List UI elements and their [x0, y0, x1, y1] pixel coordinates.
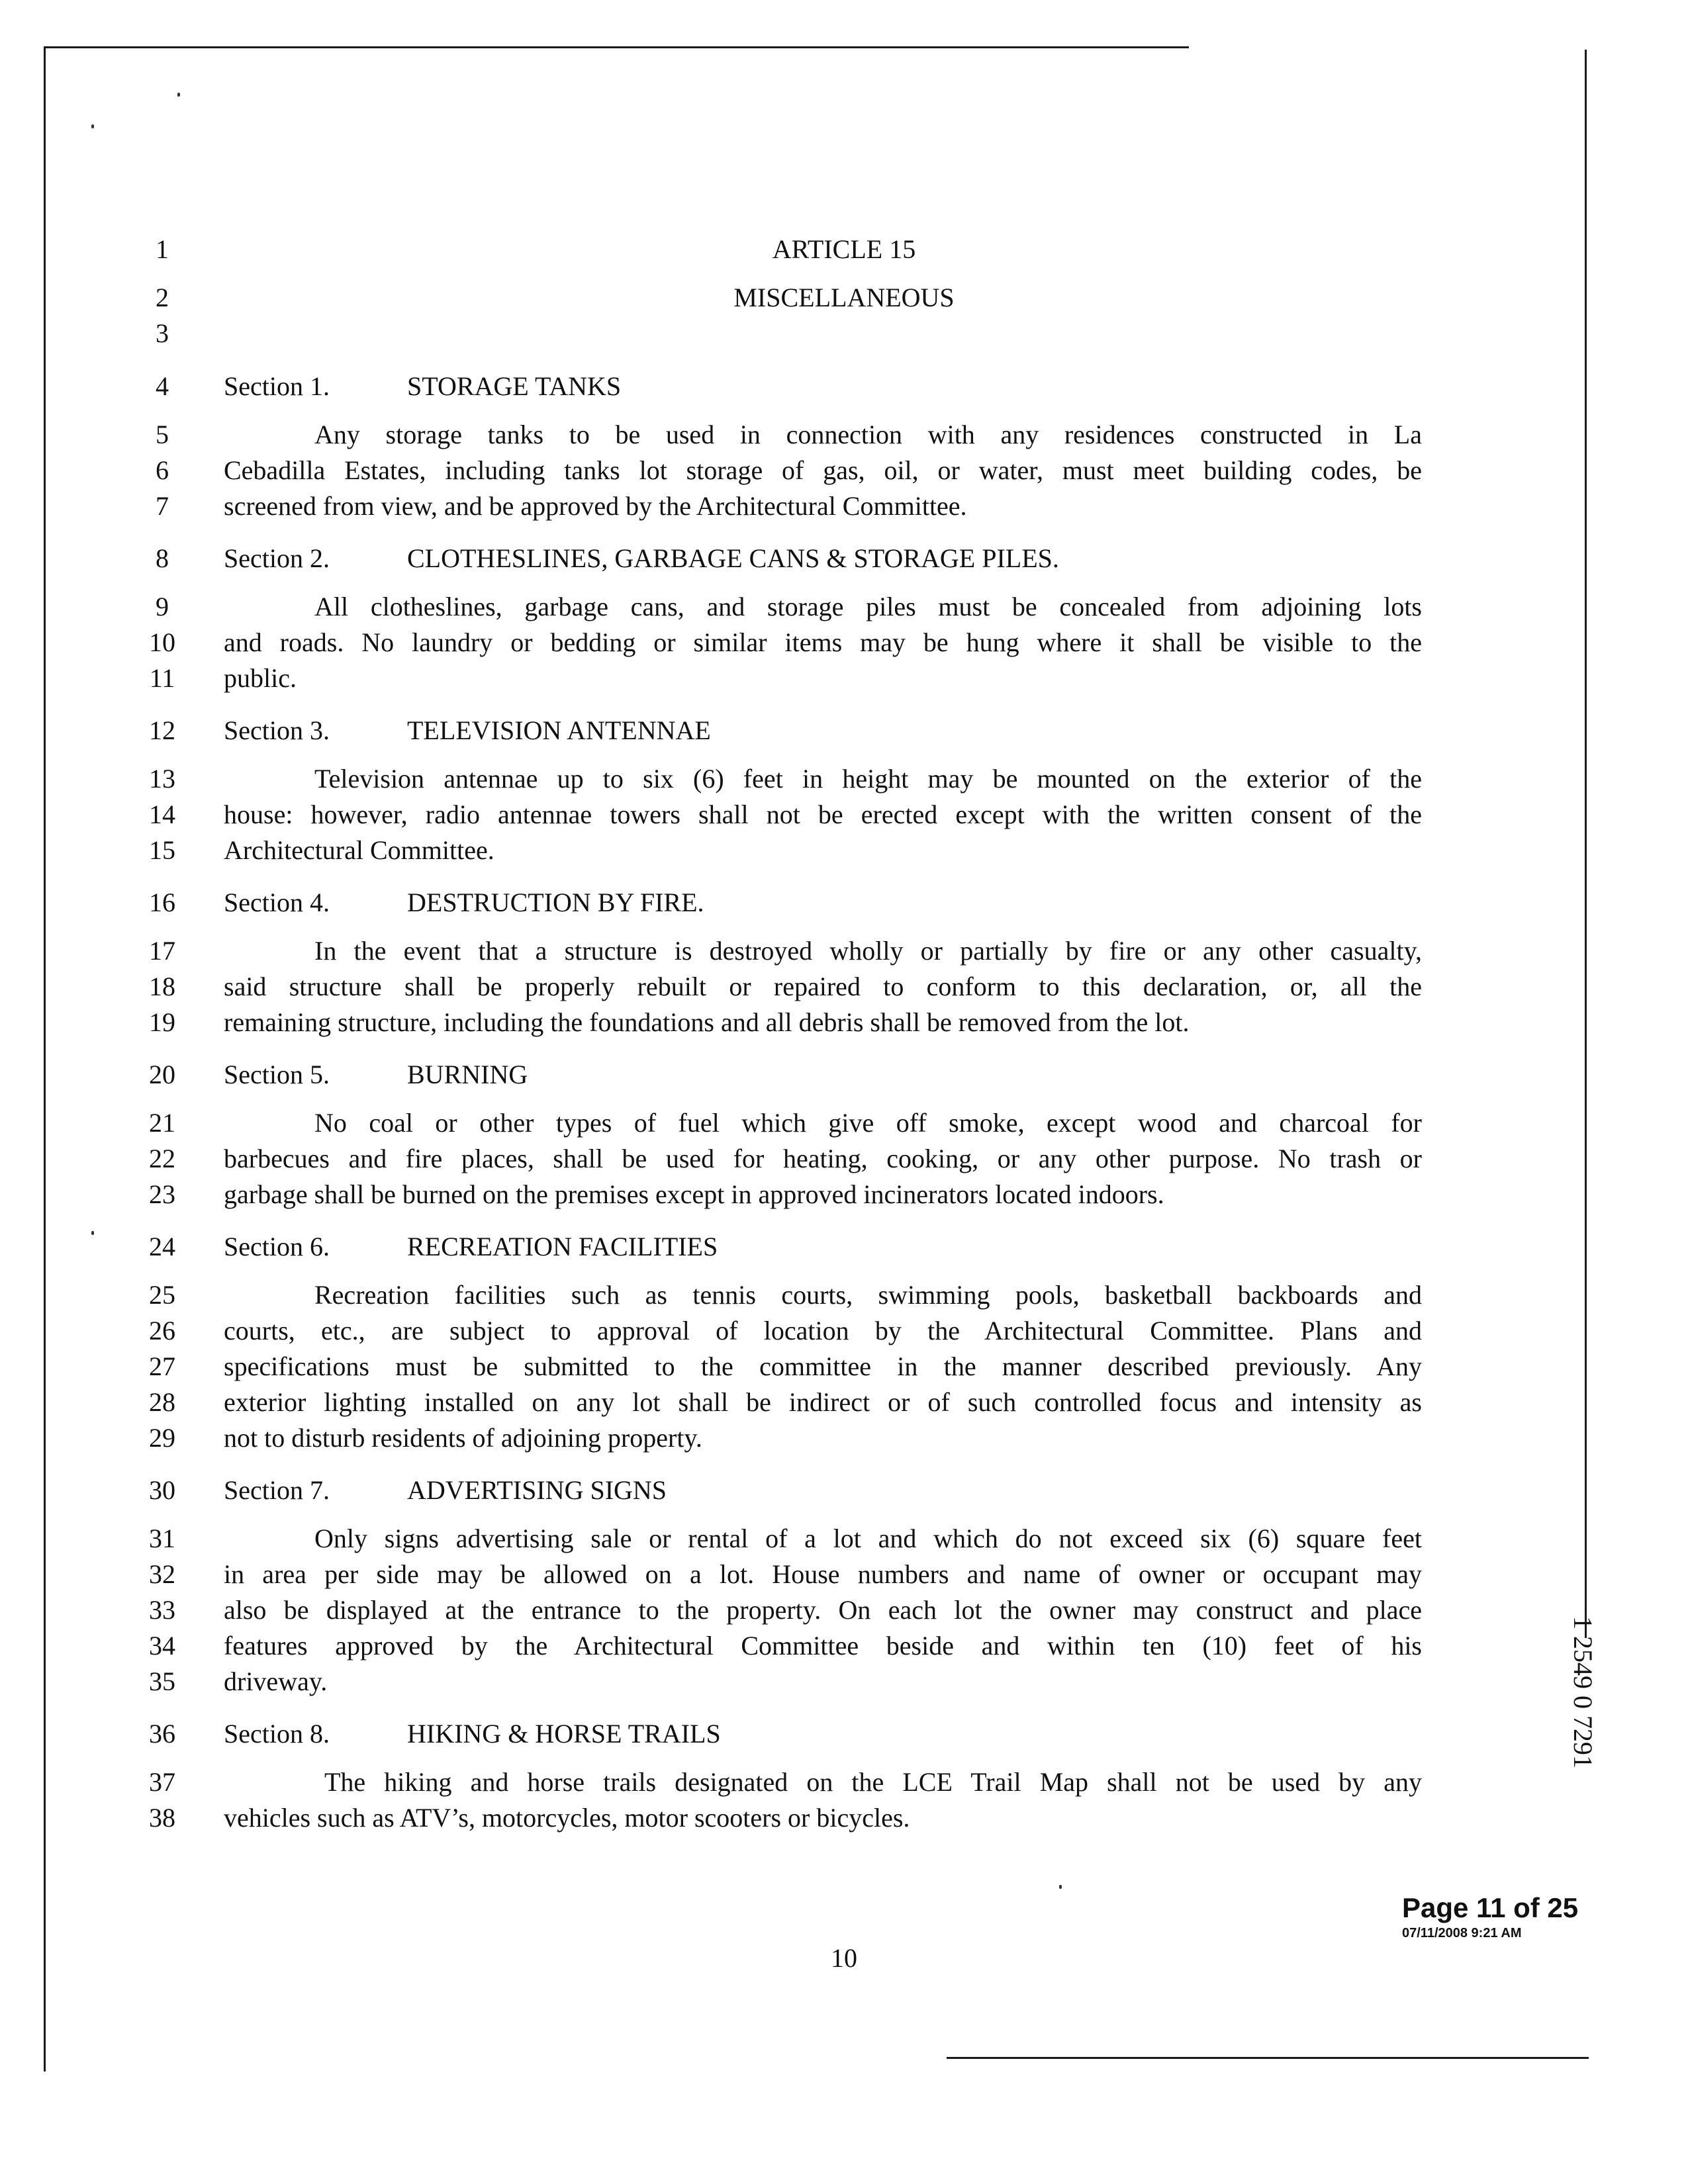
section-label: Section 7.: [224, 1475, 330, 1505]
line-number: 36: [149, 1719, 175, 1749]
body-line: features approved by the Architectural Committee beside and within ten (10) feet of his: [224, 1631, 1422, 1661]
line-number: 28: [149, 1387, 175, 1417]
section-label: Section 1.: [224, 371, 330, 401]
scan-speck: [91, 1231, 94, 1235]
section-label: Section 8.: [224, 1719, 330, 1749]
line-number: 3: [156, 318, 169, 348]
line-number: 37: [149, 1767, 175, 1797]
line-number: 6: [156, 455, 169, 485]
article-title: ARTICLE 15: [772, 234, 916, 264]
recording-number: [1546, 1615, 1598, 1768]
body-line: in area per side may be allowed on a lot. House numbers and name of owner or occupant may: [224, 1559, 1422, 1589]
line-number: 11: [149, 663, 175, 693]
line-number: 31: [149, 1524, 175, 1553]
line-number: 18: [149, 972, 175, 1001]
section-title: DESTRUCTION BY FIRE.: [407, 887, 704, 917]
line-number: 20: [149, 1060, 175, 1089]
line-number: 26: [149, 1316, 175, 1345]
body-line: driveway.: [224, 1666, 328, 1696]
line-number: 32: [149, 1559, 175, 1589]
body-line: specifications must be submitted to the committee in the manner described previously. Any: [224, 1351, 1422, 1381]
line-number: 1: [156, 234, 169, 264]
body-line: courts, etc., are subject to approval of location by the Architectural Committee. Plans and: [224, 1316, 1422, 1345]
line-number: 15: [149, 835, 175, 865]
line-number: 17: [149, 936, 175, 966]
section-title: RECREATION FACILITIES: [407, 1232, 718, 1261]
line-number: 22: [149, 1144, 175, 1173]
body-line: Any storage tanks to be used in connection with any residences constructed in La: [314, 420, 1422, 449]
section-title: CLOTHESLINES, GARBAGE CANS & STORAGE PILES.: [407, 543, 1059, 573]
body-line: remaining structure, including the foundations and all debris shall be removed from the lot.: [224, 1007, 1190, 1037]
page-number: 10: [831, 1943, 857, 1973]
line-number: 23: [149, 1179, 175, 1209]
scan-border-bottom: [947, 2057, 1589, 2059]
recorder-timestamp: 07/11/2008 9:21 AM: [1402, 1926, 1522, 1940]
body-line: Television antennae up to six (6) feet in height may be mounted on the exterior of the: [314, 764, 1422, 794]
line-number: 5: [156, 420, 169, 449]
line-number: 9: [156, 592, 169, 621]
section-label: Section 5.: [224, 1060, 330, 1089]
line-number: 24: [149, 1232, 175, 1261]
line-number: 38: [149, 1803, 175, 1833]
line-number: 13: [149, 764, 175, 794]
body-line: garbage shall be burned on the premises except in approved incinerators located indoors.: [224, 1179, 1164, 1209]
scan-speck: [1059, 1885, 1062, 1889]
body-line: Cebadilla Estates, including tanks lot storage of gas, oil, or water, must meet building codes, be: [224, 455, 1422, 485]
body-line: exterior lighting installed on any lot shall be indirect or of such controlled focus and intensity as: [224, 1387, 1422, 1417]
body-line: Only signs advertising sale or rental of a lot and which do not exceed six (6) square feet: [314, 1524, 1422, 1553]
section-title: ADVERTISING SIGNS: [407, 1475, 667, 1505]
body-line: No coal or other types of fuel which give off smoke, except wood and charcoal for: [314, 1108, 1422, 1138]
body-line: The hiking and horse trails designated on the LCE Trail Map shall not be used by any: [324, 1767, 1422, 1797]
line-number: 35: [149, 1666, 175, 1696]
line-number: 33: [149, 1595, 175, 1625]
body-line: not to disturb residents of adjoining property.: [224, 1423, 702, 1453]
section-title: STORAGE TANKS: [407, 371, 622, 401]
line-number: 30: [149, 1475, 175, 1505]
recorder-page-label: Page 11 of 25: [1402, 1892, 1579, 1923]
section-title: HIKING & HORSE TRAILS: [407, 1719, 721, 1749]
body-line: In the event that a structure is destroyed wholly or partially by fire or any other casualty,: [314, 936, 1422, 966]
line-number: 10: [149, 627, 175, 657]
recording-number-text: 1 2549 0 7291: [1568, 1616, 1598, 1768]
body-line: Architectural Committee.: [224, 835, 494, 865]
line-number: 12: [149, 715, 175, 745]
section-title: TELEVISION ANTENNAE: [407, 715, 711, 745]
body-line: screened from view, and be approved by the Architectural Committee.: [224, 491, 967, 521]
article-subtitle: MISCELLANEOUS: [733, 283, 955, 312]
scan-border-top: [44, 46, 1189, 48]
line-number: 34: [149, 1631, 175, 1661]
scan-speck: [91, 124, 94, 128]
line-number: 4: [156, 371, 169, 401]
body-line: house: however, radio antennae towers shall not be erected except with the written consent of the: [224, 799, 1422, 829]
line-number: 19: [149, 1007, 175, 1037]
section-label: Section 4.: [224, 887, 330, 917]
body-line: All clotheslines, garbage cans, and storage piles must be concealed from adjoining lots: [314, 592, 1422, 621]
line-number: 2: [156, 283, 169, 312]
scan-border-left: [44, 46, 46, 2071]
body-line: barbecues and fire places, shall be used for heating, cooking, or any other purpose. No trash or: [224, 1144, 1422, 1173]
body-line: and roads. No laundry or bedding or similar items may be hung where it shall be visible to the: [224, 627, 1422, 657]
body-line: vehicles such as ATV’s, motorcycles, motor scooters or bicycles.: [224, 1803, 910, 1833]
body-line: Recreation facilities such as tennis courts, swimming pools, basketball backboards and: [314, 1280, 1422, 1310]
line-number: 29: [149, 1423, 175, 1453]
body-line: public.: [224, 663, 297, 693]
section-label: Section 3.: [224, 715, 330, 745]
section-label: Section 2.: [224, 543, 330, 573]
body-line: also be displayed at the entrance to the property. On each lot the owner may construct and place: [224, 1595, 1422, 1625]
line-number: 8: [156, 543, 169, 573]
section-title: BURNING: [407, 1060, 528, 1089]
line-number: 25: [149, 1280, 175, 1310]
scan-speck: [177, 93, 180, 97]
line-number: 21: [149, 1108, 175, 1138]
line-number: 16: [149, 887, 175, 917]
section-label: Section 6.: [224, 1232, 330, 1261]
body-line: said structure shall be properly rebuilt or repaired to conform to this declaration, or, all the: [224, 972, 1422, 1001]
line-number: 7: [156, 491, 169, 521]
line-number: 14: [149, 799, 175, 829]
line-number: 27: [149, 1351, 175, 1381]
